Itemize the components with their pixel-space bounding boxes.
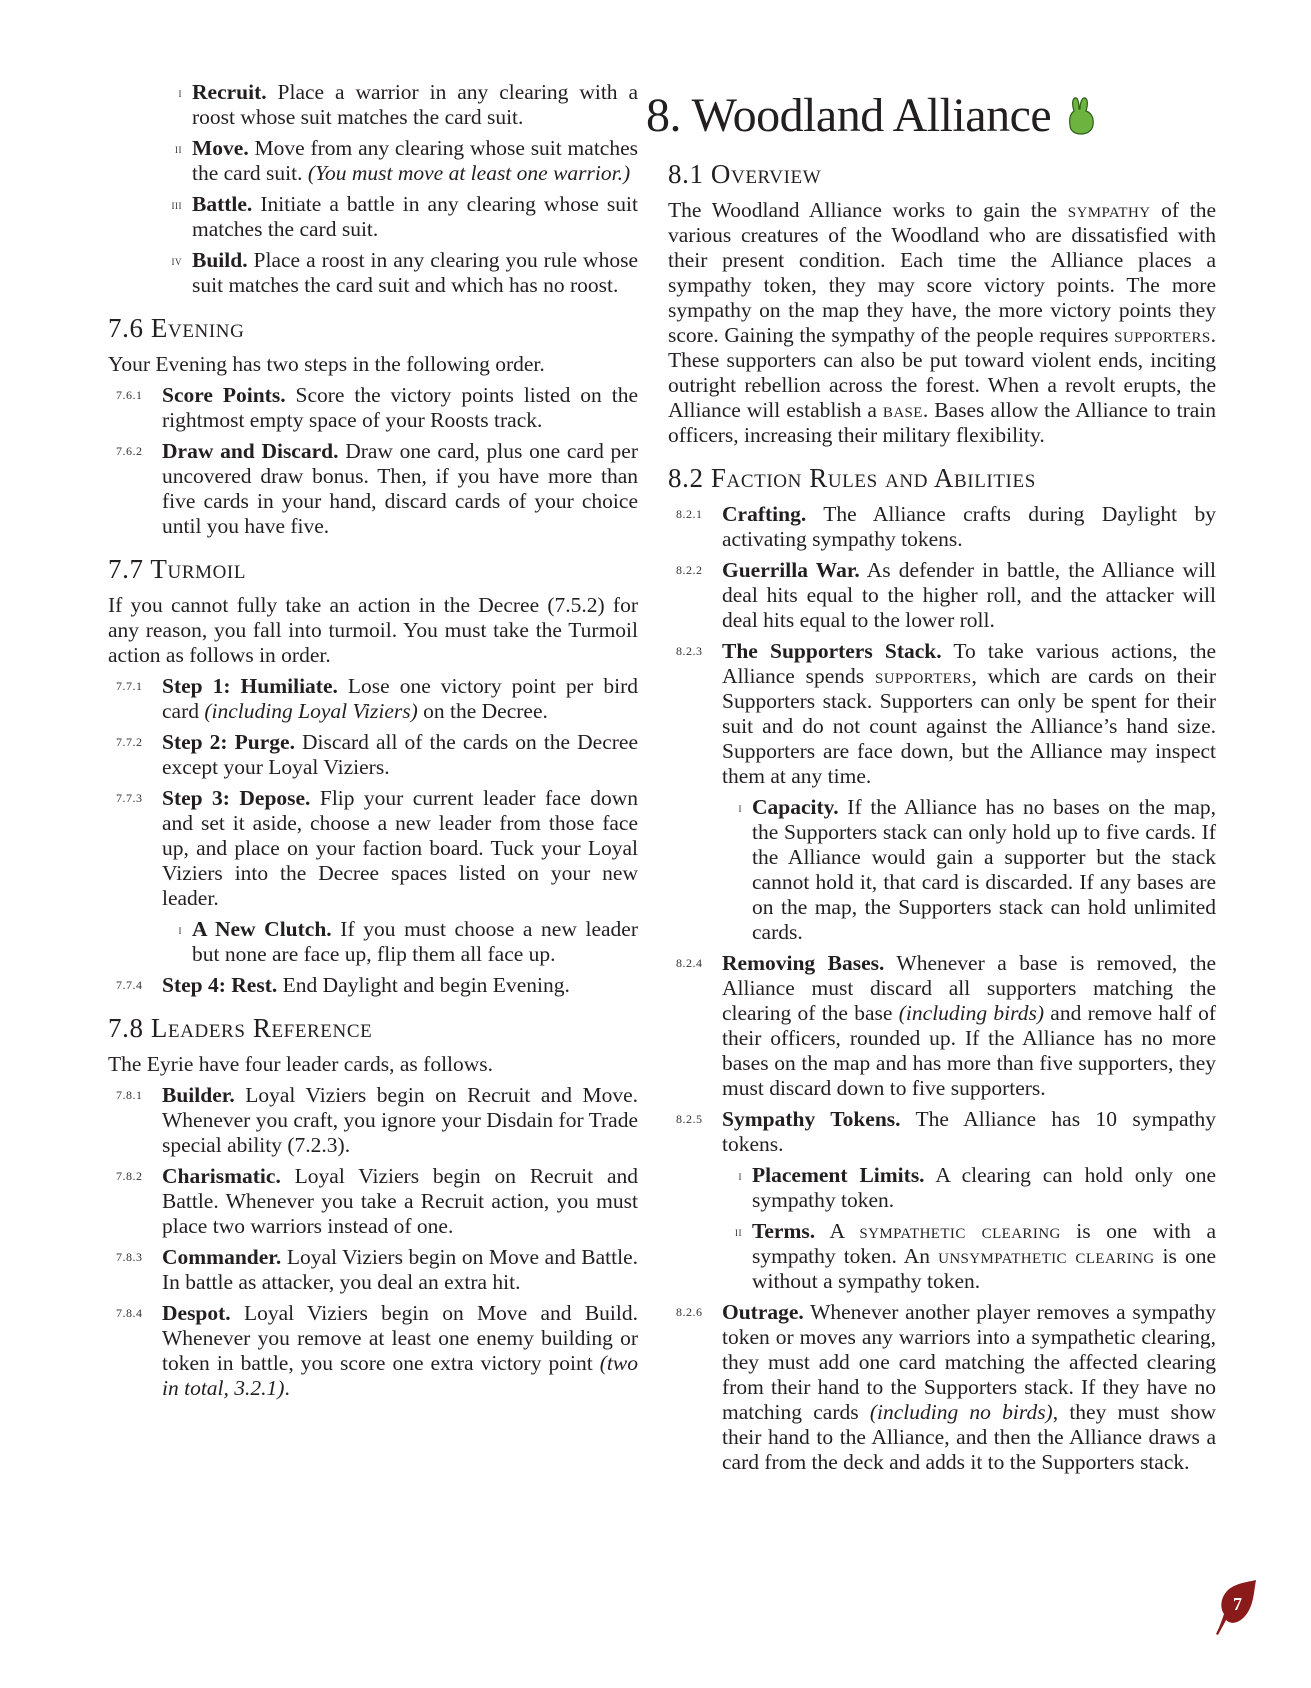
- overview-paragraph: [668, 198, 1216, 448]
- rule-text: To take various actions, the Alliance spends: [722, 639, 1216, 688]
- rule-number: ii: [735, 1224, 742, 1239]
- section-intro: The Eyrie have four leader cards, as follows.: [108, 1052, 494, 1076]
- rule-text: Lose one victory point per bird card: [162, 674, 638, 723]
- left-column: [108, 80, 638, 1407]
- rule-number: 7.6.2: [116, 444, 143, 458]
- rule-8-2-5-i: [668, 1163, 1216, 1213]
- rule-text: A: [815, 1219, 860, 1243]
- rule-8-2-5-ii: [668, 1219, 1216, 1294]
- rule-title: Charismatic.: [162, 1164, 281, 1188]
- rule-title: Placement Limits.: [752, 1163, 925, 1187]
- rule-text: Draw one card, plus one card per uncovered draw bonus. Then, if you have more than five cards in your hand, discard cards of your choice until you have five.: [162, 439, 639, 538]
- rule-text: Flip your current leader face down and set it aside, choose a new leader from those face up, and place on your faction board. Tuck your Loyal Viziers into the Decree spaces listed on your new leader.: [162, 786, 638, 910]
- rule-title: Recruit.: [192, 80, 267, 104]
- rule-number: ii: [175, 141, 182, 156]
- rule-number: 8.2.6: [676, 1305, 703, 1319]
- rabbit-icon: [1067, 97, 1097, 135]
- term: sympathetic clearing: [859, 1219, 1061, 1243]
- rule-number: 7.8.4: [116, 1306, 143, 1320]
- rule-title: Move.: [192, 136, 249, 160]
- rule-number: 7.7.2: [116, 735, 143, 749]
- rule-title: Step 1: Humiliate.: [162, 674, 338, 698]
- rule-number: 7.6.1: [116, 388, 143, 402]
- rule-7-5-recruit: [108, 80, 638, 130]
- rule-7-7-2: [108, 730, 638, 780]
- rule-text-end: is one without a sympathy token.: [752, 1244, 1216, 1293]
- rule-number: 7.7.4: [116, 978, 143, 992]
- rule-title: Build.: [192, 248, 248, 272]
- rule-8-2-6: [668, 1300, 1216, 1475]
- rule-text: End Daylight and begin Evening.: [277, 973, 570, 997]
- term: base: [882, 398, 923, 422]
- rule-number: 8.2.3: [676, 644, 703, 658]
- section-heading-evening: 7.6 Evening: [108, 313, 245, 343]
- term: supporters: [1114, 323, 1211, 347]
- rule-title: Terms.: [752, 1219, 816, 1243]
- rule-text-end: on the Decree.: [417, 699, 548, 723]
- rule-text: Initiate a battle in any clearing whose suit matches the card suit.: [192, 192, 638, 241]
- rule-number: 7.8.2: [116, 1169, 143, 1183]
- rule-text: Place a roost in any clearing you rule whose suit matches the card suit and which has no roost.: [192, 248, 638, 297]
- right-column: [646, 80, 1217, 1481]
- rule-text: Score the victory points listed on the rightmost empty space of your Roosts track.: [162, 383, 638, 432]
- rule-note: (including no birds): [869, 1400, 1053, 1424]
- text-run: of the various creatures of the Woodland who are dissatisfied with their present condition. Each time the Alliance places a sympathy token, they may score victory points. The more sympathy on the map they have, the more victory points they score. Gaining the sympathy of the people requires: [668, 198, 1216, 347]
- rule-text: Place a warrior in any clearing with a roost whose suit matches the card suit.: [192, 80, 638, 129]
- rule-7-7-3: [108, 786, 638, 911]
- rule-number: iv: [171, 253, 182, 268]
- term: supporters: [875, 664, 972, 688]
- rule-note: (You must move at least one warrior.): [307, 161, 631, 185]
- rule-number: i: [178, 85, 182, 100]
- rule-7-7-1: [108, 674, 638, 724]
- rule-7-6-1: [108, 383, 638, 433]
- rule-text: Loyal Viziers begin on Recruit and Move. Whenever you craft, you ignore your Disdain for Trade special ability (7.2.3).: [162, 1083, 638, 1157]
- rule-text: The Alliance crafts during Daylight by activating sympathy tokens.: [722, 502, 1216, 551]
- rule-note: (including birds): [898, 1001, 1044, 1025]
- rule-text: Whenever another player removes a sympathy token or moves any warriors into a sympathetic clearing, they must add one card matching the affected clearing from their hand to the Supporters stack. If they have no matching cards: [722, 1300, 1216, 1424]
- rule-number: i: [178, 922, 182, 937]
- rule-title: A New Clutch.: [192, 917, 332, 941]
- rule-text: As defender in battle, the Alliance will deal hits equal to the higher roll, and the attacker will deal hits equal to the lower roll.: [722, 558, 1216, 632]
- section-heading-turmoil: 7.7 Turmoil: [108, 554, 247, 584]
- rule-7-7-3-i: [108, 917, 638, 967]
- rule-number: 8.2.2: [676, 563, 703, 577]
- rule-title: Sympathy Tokens.: [722, 1107, 901, 1131]
- text-run: . These supporters can also be put toward violent ends, inciting outright rebellion across the forest. When a revolt erupts, the Alliance will establish a: [668, 323, 1216, 422]
- rule-7-8-4: [108, 1301, 638, 1401]
- rule-text-end: and remove half of their officers, rounded up. If the Alliance has no more bases on the map and has more than five supporters, they must discard down to five supporters.: [722, 1001, 1216, 1100]
- rule-text: If the Alliance has no bases on the map, the Supporters stack can only hold up to five cards. If the Alliance would gain a supporter but the stack cannot hold it, that card is discarded. If any bases are on the map, the Supporters stack can hold unlimited cards.: [752, 795, 1216, 944]
- rule-text: A clearing can hold only one sympathy token.: [752, 1163, 1216, 1212]
- chapter-title-text: 8. Woodland Alliance: [646, 89, 1052, 142]
- rule-number: 7.8.1: [116, 1088, 143, 1102]
- rule-title: Battle.: [192, 192, 253, 216]
- rule-text-mid: is one with a sympathy token. An: [752, 1219, 1217, 1268]
- rule-number: 7.8.3: [116, 1250, 143, 1264]
- rule-8-2-1: [668, 502, 1216, 552]
- rule-title: Step 2: Purge.: [162, 730, 295, 754]
- rule-7-5-battle: [108, 192, 638, 242]
- rule-number: i: [738, 1168, 742, 1183]
- rule-7-5-build: [108, 248, 638, 298]
- rule-number: iii: [171, 197, 182, 212]
- section-heading-overview: 8.1 Overview: [668, 159, 822, 189]
- section-intro: Your Evening has two steps in the following order.: [108, 352, 545, 376]
- rule-title: Score Points.: [162, 383, 286, 407]
- page-number: 7: [1233, 1594, 1242, 1614]
- rule-8-2-2: [668, 558, 1216, 633]
- rule-title: Removing Bases.: [722, 951, 885, 975]
- rule-8-2-3: [668, 639, 1216, 789]
- rule-number: 8.2.1: [676, 507, 703, 521]
- rule-number: 8.2.4: [676, 956, 703, 970]
- rule-note: (including Loyal Viziers): [204, 699, 418, 723]
- rule-title: Draw and Discard.: [162, 439, 339, 463]
- rule-text: Discard all of the cards on the Decree except your Loyal Viziers.: [162, 730, 639, 779]
- section-heading-leaders: 7.8 Leaders Reference: [108, 1013, 373, 1043]
- rule-text: Whenever a base is removed, the Alliance must discard all supporters matching the clearing of the base: [722, 951, 1216, 1025]
- section-heading-faction-rules: 8.2 Faction Rules and Abilities: [668, 463, 1036, 493]
- rule-text: Loyal Viziers begin on Move and Battle. In battle as attacker, you deal an extra hit.: [162, 1245, 638, 1294]
- rule-title: Step 3: Depose.: [162, 786, 311, 810]
- rule-7-8-1: [108, 1083, 638, 1158]
- rule-7-6-2: [108, 439, 638, 539]
- term: unsympathetic clearing: [938, 1244, 1155, 1268]
- rule-number: 8.2.5: [676, 1112, 703, 1126]
- rule-text: If you must choose a new leader but none are face up, flip them all face up.: [192, 917, 638, 966]
- rule-text: Loyal Viziers begin on Recruit and Battle. Whenever you take a Recruit action, you must place two warriors instead of one.: [162, 1164, 638, 1238]
- rule-7-5-move: [108, 136, 638, 186]
- rule-text-end: , they must show their hand to the Alliance, and then the Alliance draws a card from the deck and adds it to the Supporters stack.: [722, 1400, 1216, 1474]
- rule-title: Crafting.: [722, 502, 807, 526]
- rule-7-8-2: [108, 1164, 638, 1239]
- rule-text: The Alliance has 10 sympathy tokens.: [722, 1107, 1216, 1156]
- rule-number: 7.7.1: [116, 679, 143, 693]
- rule-note: (two in total, 3.2.1): [162, 1351, 638, 1400]
- rule-title: Outrage.: [722, 1300, 804, 1324]
- term: sympathy: [1067, 198, 1151, 222]
- rule-text-end: .: [284, 1376, 290, 1400]
- rule-7-7-4: [108, 973, 638, 998]
- rule-title: The Supporters Stack.: [722, 639, 942, 663]
- rule-title: Builder.: [162, 1083, 235, 1107]
- rule-title: Despot.: [162, 1301, 231, 1325]
- rule-title: Guerrilla War.: [722, 558, 860, 582]
- chapter-title: [646, 88, 1216, 144]
- rule-7-8-3: [108, 1245, 638, 1295]
- rule-8-2-4: [668, 951, 1216, 1101]
- text-run: The Woodland Alliance works to gain the: [668, 198, 1068, 222]
- rule-number: i: [738, 800, 742, 815]
- rule-8-2-5: [668, 1107, 1216, 1157]
- rule-title: Commander.: [162, 1245, 282, 1269]
- rule-text-end: , which are cards on their Supporters stack. Supporters can only be spent for their suit and do not count against the Alliance’s hand size. Supporters are face down, but the Alliance may inspect them at any time.: [722, 664, 1216, 788]
- rule-number: 7.7.3: [116, 791, 143, 805]
- section-intro: If you cannot fully take an action in the Decree (7.5.2) for any reason, you fall into turmoil. You must take the Turmoil action as follows in order.: [108, 593, 638, 667]
- text-run: . Bases allow the Alliance to train officers, increasing their military flexibility.: [668, 398, 1216, 447]
- rule-title: Step 4: Rest.: [162, 973, 278, 997]
- rule-title: Capacity.: [752, 795, 839, 819]
- rule-text: Move from any clearing whose suit matches the card suit.: [192, 136, 638, 185]
- rule-8-2-3-i: [668, 795, 1216, 945]
- rule-text: Loyal Viziers begin on Move and Build. Whenever you remove at least one enemy building or token in battle, you score one extra victory point: [162, 1301, 638, 1375]
